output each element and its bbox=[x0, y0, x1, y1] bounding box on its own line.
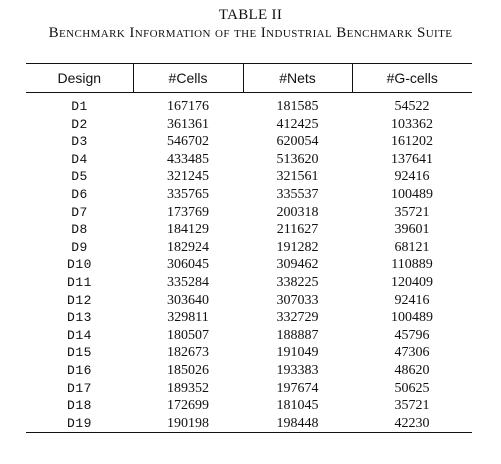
table-row bbox=[26, 415, 472, 433]
cells-count-cell: 329811 bbox=[167, 310, 209, 326]
table-title: TABLE II bbox=[218, 7, 283, 23]
table-row bbox=[26, 344, 472, 362]
cells-count-cell: 546702 bbox=[167, 134, 209, 150]
table-row bbox=[26, 168, 472, 186]
design-cell: D10 bbox=[67, 257, 92, 273]
benchmark-table bbox=[26, 63, 472, 433]
cells-count-cell: 335765 bbox=[167, 186, 209, 202]
design-cell: D3 bbox=[71, 134, 88, 150]
nets-count-cell: 338225 bbox=[276, 274, 319, 290]
gcells-count-cell: 161202 bbox=[391, 134, 433, 150]
gcells-count-cell: 54522 bbox=[394, 99, 430, 114]
design-cell: D2 bbox=[71, 116, 88, 132]
cells-count-cell: 180507 bbox=[167, 327, 209, 343]
design-cell: D17 bbox=[67, 380, 92, 396]
table-row bbox=[26, 362, 472, 380]
table-row bbox=[26, 204, 472, 222]
table-row bbox=[26, 327, 472, 345]
design-cell: D1 bbox=[71, 99, 88, 114]
header-design: Design bbox=[26, 64, 133, 93]
cells-count-cell: 167176 bbox=[167, 99, 209, 114]
header-cells: #Cells bbox=[133, 64, 243, 93]
cells-count-cell: 182673 bbox=[167, 345, 209, 361]
table-body bbox=[26, 93, 472, 433]
design-cell: D11 bbox=[67, 274, 92, 290]
table-row bbox=[26, 151, 472, 169]
gcells-count-cell: 137641 bbox=[391, 151, 433, 167]
nets-count-cell: 191049 bbox=[276, 345, 319, 361]
design-cell: D19 bbox=[67, 415, 92, 431]
table-row bbox=[26, 380, 472, 398]
design-cell: D13 bbox=[67, 310, 92, 326]
gcells-count-cell: 35721 bbox=[394, 398, 430, 414]
design-cell: D7 bbox=[71, 204, 88, 220]
nets-count-cell: 321561 bbox=[276, 169, 319, 185]
nets-count-cell: 198448 bbox=[276, 415, 319, 431]
header-gcells: #G-cells bbox=[386, 70, 438, 86]
table-row bbox=[26, 256, 472, 274]
cells-count-cell: 185026 bbox=[167, 362, 209, 378]
cells-count-cell: 190198 bbox=[167, 415, 209, 431]
design-cell: D16 bbox=[67, 362, 92, 378]
gcells-count-cell: 68121 bbox=[394, 239, 430, 255]
nets-count-cell: 197674 bbox=[276, 380, 319, 396]
nets-count-cell: 335537 bbox=[276, 186, 319, 202]
gcells-count-cell: 103362 bbox=[391, 116, 433, 132]
cells-count-cell: 335284 bbox=[167, 274, 209, 290]
cells-count-cell: 306045 bbox=[167, 257, 209, 273]
cells-count-cell: 184129 bbox=[167, 222, 209, 238]
nets-count-cell: 309462 bbox=[276, 257, 319, 273]
gcells-count-cell: 42230 bbox=[394, 415, 430, 431]
table-row bbox=[26, 221, 472, 239]
design-cell: D9 bbox=[71, 239, 88, 255]
gcells-count-cell: 35721 bbox=[394, 204, 430, 220]
gcells-count-cell: 100489 bbox=[391, 310, 433, 326]
nets-count-cell: 307033 bbox=[276, 292, 319, 308]
cells-count-cell: 321245 bbox=[167, 169, 209, 185]
nets-count-cell: 181045 bbox=[276, 398, 319, 414]
cells-count-cell: 303640 bbox=[167, 292, 209, 308]
nets-count-cell: 513620 bbox=[276, 151, 319, 167]
nets-count-cell: 620054 bbox=[276, 134, 319, 150]
header-row bbox=[26, 64, 472, 93]
table-row bbox=[26, 397, 472, 415]
table-row bbox=[26, 309, 472, 327]
cells-count-cell: 172699 bbox=[167, 398, 209, 414]
nets-count-cell: 412425 bbox=[276, 116, 319, 132]
design-cell: D18 bbox=[67, 398, 92, 414]
gcells-count-cell: 50625 bbox=[394, 380, 430, 396]
table-row bbox=[26, 133, 472, 151]
cells-count-cell: 182924 bbox=[167, 239, 209, 255]
cells-count-cell: 433485 bbox=[167, 151, 209, 167]
table-row bbox=[26, 239, 472, 257]
nets-count-cell: 181585 bbox=[276, 99, 319, 114]
design-cell: D4 bbox=[71, 151, 88, 167]
design-cell: D5 bbox=[71, 169, 88, 185]
gcells-count-cell: 120409 bbox=[391, 274, 433, 290]
cells-count-cell: 361361 bbox=[167, 116, 209, 132]
table-row bbox=[26, 116, 472, 134]
design-cell: D8 bbox=[71, 222, 88, 238]
gcells-count-cell: 110889 bbox=[391, 257, 433, 273]
nets-count-cell: 332729 bbox=[276, 310, 319, 326]
gcells-count-cell: 45796 bbox=[394, 327, 430, 343]
gcells-count-cell: 39601 bbox=[394, 222, 430, 238]
nets-count-cell: 211627 bbox=[276, 222, 319, 238]
design-cell: D12 bbox=[67, 292, 92, 308]
nets-count-cell: 200318 bbox=[276, 204, 319, 220]
table-row bbox=[26, 186, 472, 204]
nets-count-cell: 191282 bbox=[276, 239, 319, 255]
table-row bbox=[26, 274, 472, 292]
design-cell: D6 bbox=[71, 186, 88, 202]
nets-count-cell: 193383 bbox=[276, 362, 319, 378]
table-header bbox=[26, 64, 472, 93]
gcells-count-cell: 92416 bbox=[394, 292, 430, 308]
gcells-count-cell: 92416 bbox=[394, 169, 430, 185]
design-cell: D14 bbox=[67, 327, 92, 343]
gcells-count-cell: 47306 bbox=[394, 345, 430, 361]
benchmark-table-container bbox=[26, 63, 472, 433]
gcells-count-cell: 100489 bbox=[391, 186, 433, 202]
nets-count-cell: 188887 bbox=[276, 327, 319, 343]
table-row bbox=[26, 292, 472, 310]
table-row bbox=[26, 93, 472, 116]
cells-count-cell: 189352 bbox=[167, 380, 209, 396]
design-cell: D15 bbox=[67, 345, 92, 361]
header-nets: #Nets bbox=[243, 64, 352, 93]
gcells-count-cell: 48620 bbox=[394, 362, 430, 378]
cells-count-cell: 173769 bbox=[167, 204, 209, 220]
table-caption: Benchmark Information of the Industrial Benchmark Suite bbox=[48, 25, 453, 41]
